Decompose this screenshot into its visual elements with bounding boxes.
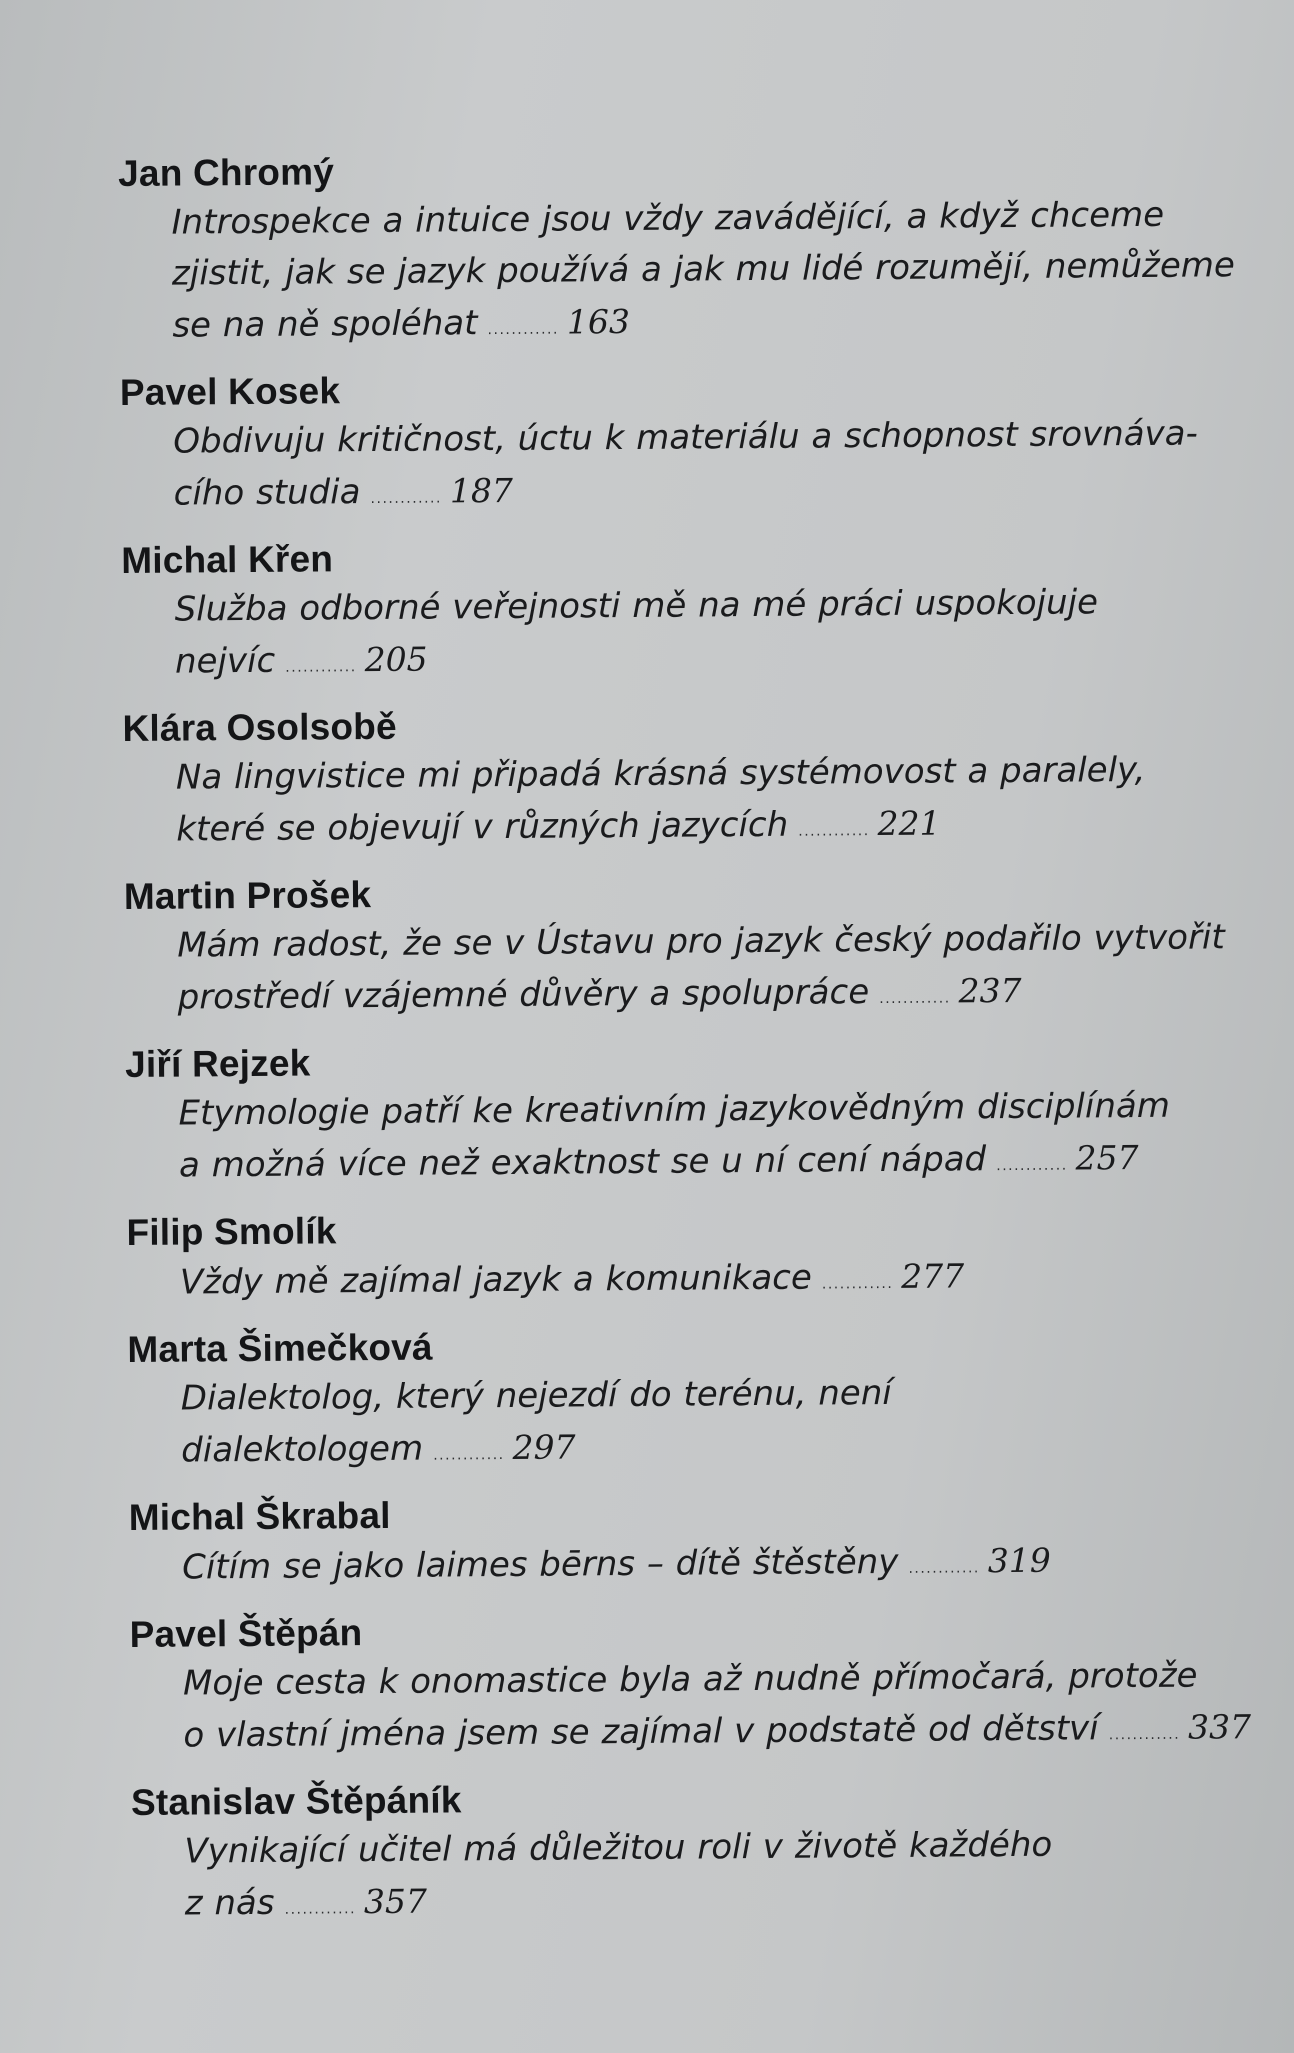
title-line: Na lingvistice mi připadá krásná systémovost a paralely, <box>175 749 1146 798</box>
entry-author: Michal Křen <box>121 538 334 581</box>
dot-leader: ............ <box>908 1560 980 1577</box>
page-number: 237 <box>958 970 1022 1011</box>
dot-leader: ............ <box>487 321 559 339</box>
entry-author: Jan Chromý <box>118 151 335 194</box>
toc-entry <box>129 1602 1250 1769</box>
title-line-last <box>183 1701 1250 1768</box>
title-line-text: se na ně spoléhat <box>172 303 478 346</box>
toc-entry <box>120 360 1241 527</box>
title-line-text: o vlastní jména jsem se zajímal v podstatě od dětství <box>183 1708 1099 1756</box>
entry-title <box>118 189 1239 359</box>
page-number: 187 <box>449 470 514 511</box>
title-line-text: z nás <box>184 1882 275 1924</box>
title-line-last <box>177 963 1244 1030</box>
dot-leader: ............ <box>1108 1726 1181 1744</box>
title-line: Introspekce a intuice jsou vždy zavádějící, a když chceme <box>171 194 1165 243</box>
entry-title <box>128 1365 1249 1484</box>
toc-entry <box>125 1032 1246 1199</box>
title-line-text: Vždy mě zajímal jazyk a komunikace <box>179 1257 812 1303</box>
title-line-last <box>173 459 1240 526</box>
page-number: 337 <box>1187 1707 1252 1747</box>
title-line-last <box>179 1131 1246 1198</box>
title-line-text: dialektologem <box>181 1428 424 1471</box>
entry-author: Michal Škrabal <box>128 1494 391 1538</box>
toc-entry <box>124 864 1245 1031</box>
entry-author: Pavel Kosek <box>119 370 341 413</box>
title-line-last <box>172 291 1239 358</box>
title-line-last <box>182 1533 1249 1600</box>
entry-title <box>121 576 1242 695</box>
entry-author: Jiří Rejzek <box>125 1042 311 1085</box>
page-number: 277 <box>901 1256 965 1296</box>
title-line-text: které se objevují v různých jazycích <box>176 804 789 850</box>
entry-title <box>130 1650 1251 1769</box>
dot-leader: ............ <box>821 1275 894 1293</box>
toc-entry <box>121 528 1242 695</box>
dot-leader: ............ <box>285 659 357 676</box>
dot-leader: ............ <box>879 990 951 1008</box>
dot-leader: ............ <box>798 823 870 840</box>
entry-author: Marta Šimečková <box>127 1326 433 1370</box>
title-line: Etymologie patří ke kreativním jazykovědným disciplínám <box>178 1085 1171 1134</box>
entry-title <box>120 408 1241 527</box>
entry-title <box>131 1818 1252 1937</box>
title-line-last <box>175 627 1242 694</box>
title-line: Obdivuju kritičnost, úctu k materiálu a schopnost srovnáva- <box>173 413 1198 462</box>
dot-leader: ............ <box>433 1447 505 1464</box>
toc-entry <box>127 1317 1248 1484</box>
page-number: 319 <box>987 1540 1051 1581</box>
title-line: Dialektolog, který nejezdí do terénu, není <box>180 1372 892 1419</box>
entry-author: Filip Smolík <box>126 1210 337 1253</box>
dot-leader: ............ <box>996 1157 1068 1175</box>
title-line-last <box>176 795 1243 862</box>
title-line-last <box>181 1416 1248 1483</box>
title-line: Mám radost, že se v Ústavu pro jazyk český podařilo vytvořit <box>177 917 1225 966</box>
entry-title <box>123 744 1244 863</box>
page-number: 357 <box>363 1881 428 1922</box>
dot-leader: ............ <box>370 490 442 508</box>
title-line: Služba odborné veřejnosti mě na mé práci uspokojuje <box>174 582 1099 630</box>
toc-entry <box>129 1485 1250 1601</box>
page-number: 163 <box>566 301 631 342</box>
page-number: 257 <box>1075 1138 1139 1178</box>
entry-title <box>127 1248 1247 1316</box>
entry-author: Klára Osolsobě <box>122 705 397 749</box>
entry-title <box>129 1533 1249 1601</box>
page-number: 297 <box>512 1427 576 1467</box>
entry-author: Pavel Štěpán <box>129 1612 363 1655</box>
toc-entry <box>131 1770 1252 1937</box>
title-line-last <box>180 1248 1247 1315</box>
title-line-last <box>185 1869 1252 1936</box>
page-number: 205 <box>364 639 428 680</box>
entry-author: Stanislav Štěpáník <box>130 1779 462 1823</box>
title-line-text: cího studia <box>173 472 361 514</box>
dot-leader: ............ <box>284 1901 357 1918</box>
table-of-contents <box>118 141 1252 1947</box>
title-line: Moje cesta k onomastice byla až nudně přímočará, protože <box>182 1655 1198 1704</box>
entry-title <box>124 912 1245 1031</box>
page-number: 221 <box>877 803 941 844</box>
title-line-text: Cítím se jako laimes bērns – dítě štěstěny <box>181 1541 899 1588</box>
entry-title <box>125 1080 1246 1199</box>
toc-entry <box>122 696 1243 863</box>
toc-entry <box>126 1200 1247 1316</box>
title-line: Vynikající učitel má důležitou roli v životě každého <box>184 1824 1053 1872</box>
title-line-text: nejvíc <box>174 640 276 682</box>
title-line: zjistit, jak se jazyk používá a jak mu lidé rozumějí, nemůžeme <box>171 245 1235 294</box>
title-line-text: a možná více než exaktnost se u ní cení nápad <box>178 1139 987 1186</box>
entry-author: Martin Prošek <box>123 874 372 917</box>
toc-entry <box>118 141 1240 359</box>
title-line-text: prostředí vzájemné důvěry a spolupráce <box>177 972 870 1018</box>
